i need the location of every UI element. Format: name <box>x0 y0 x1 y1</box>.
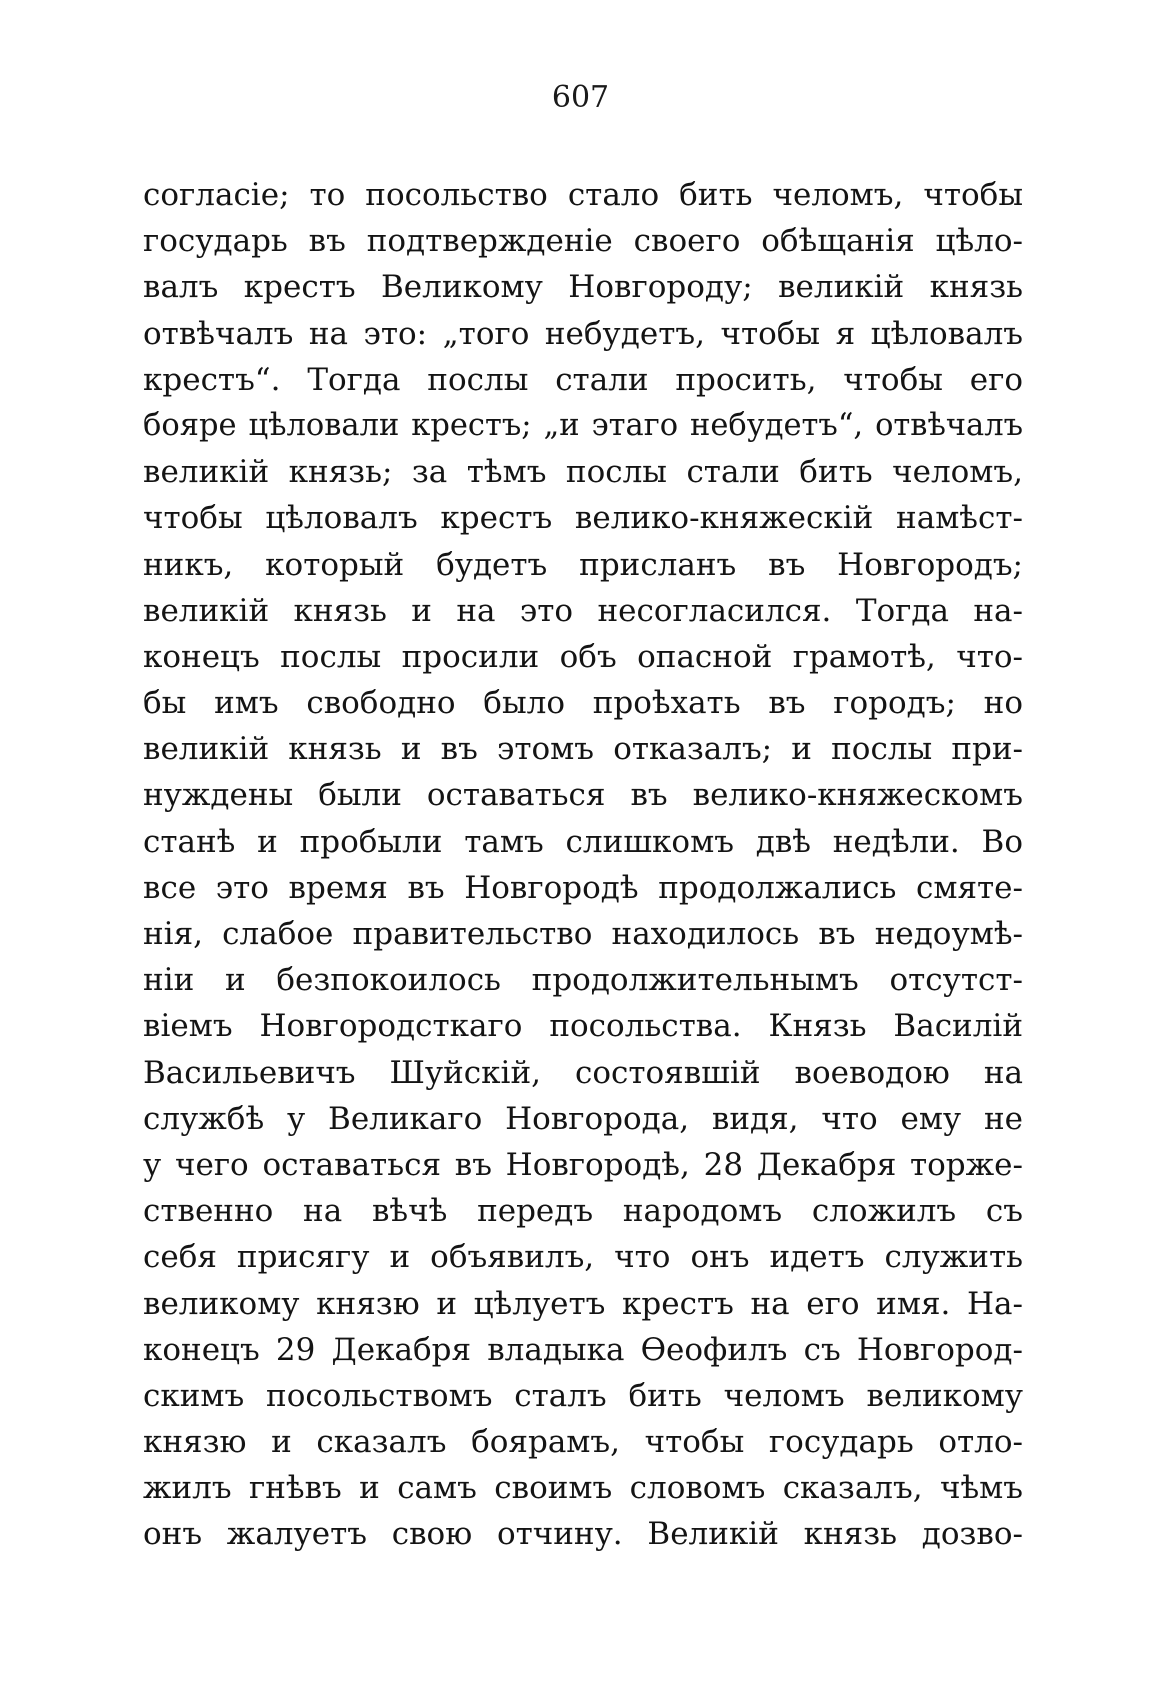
text-line: онъ жалуетъ свою отчину. Великій князь дозво- <box>143 1516 1023 1553</box>
text-line: себя присягу и объявилъ, что онъ идетъ служить <box>143 1239 1023 1276</box>
text-line: станѣ и пробыли тамъ слишкомъ двѣ недѣли. Во <box>143 823 1023 860</box>
text-line: чтобы цѣловалъ крестъ велико-княжескій намѣст- <box>143 500 1023 537</box>
text-line: великій князь и въ этомъ отказалъ; и послы при- <box>143 731 1023 768</box>
text-line: великому князю и цѣлуетъ крестъ на его имя. На- <box>143 1285 1023 1322</box>
text-line: отвѣчалъ на это: „того небудетъ, чтобы я цѣловалъ <box>143 315 1023 352</box>
text-line: ственно на вѣчѣ передъ народомъ сложилъ съ <box>143 1193 1023 1230</box>
text-line: великій князь и на это несогласился. Тогда на- <box>143 592 1023 629</box>
text-line: скимъ посольствомъ сталъ бить челомъ великому <box>143 1377 1023 1414</box>
text-line: никъ, который будетъ присланъ въ Новгородъ; <box>143 546 1023 583</box>
body-text <box>143 172 1023 1558</box>
text-line: нія, слабое правительство находилось въ недоумѣ- <box>143 916 1023 952</box>
text-line: согласіе; то посольство стало бить челомъ, чтобы <box>143 177 1023 213</box>
text-line: крестъ“. Тогда послы стали просить, чтобы его <box>143 361 1023 398</box>
page-number: 607 <box>551 80 610 115</box>
text-line: ніи и безпокоилось продолжительнымъ отсутст- <box>143 962 1023 999</box>
text-line: государь въ подтвержденіе своего обѣщанія цѣло- <box>143 223 1023 260</box>
text-line: Васильевичъ Шуйскій, состоявшій воеводою на <box>143 1054 1023 1091</box>
text-line: бояре цѣловали крестъ; „и этаго небудетъ“, отвѣчалъ <box>143 407 1023 443</box>
text-line: віемъ Новгородсткаго посольства. Князь Василій <box>143 1008 1023 1045</box>
text-line: все это время въ Новгородѣ продолжались смяте- <box>143 869 1023 906</box>
text-line: службѣ у Великаго Новгорода, видя, что ему не <box>143 1100 1023 1137</box>
text-line: нуждены были оставаться въ велико-княжескомъ <box>143 777 1023 814</box>
text-line: жилъ гнѣвъ и самъ своимъ словомъ сказалъ, чѣмъ <box>143 1470 1023 1507</box>
text-line: князю и сказалъ боярамъ, чтобы государь отло- <box>143 1424 1023 1461</box>
text-line: великій князь; за тѣмъ послы стали бить челомъ, <box>143 454 1023 491</box>
text-line: конецъ 29 Декабря владыка Өеофилъ съ Новгород- <box>143 1331 1023 1368</box>
text-line: у чего оставаться въ Новгородѣ, 28 Декабря торже- <box>143 1146 1023 1183</box>
text-line: конецъ послы просили объ опасной грамотѣ, что- <box>143 638 1023 675</box>
text-line: валъ крестъ Великому Новгороду; великій князь <box>143 269 1023 306</box>
text-line: бы имъ свободно было проѣхать въ городъ; но <box>143 685 1023 722</box>
